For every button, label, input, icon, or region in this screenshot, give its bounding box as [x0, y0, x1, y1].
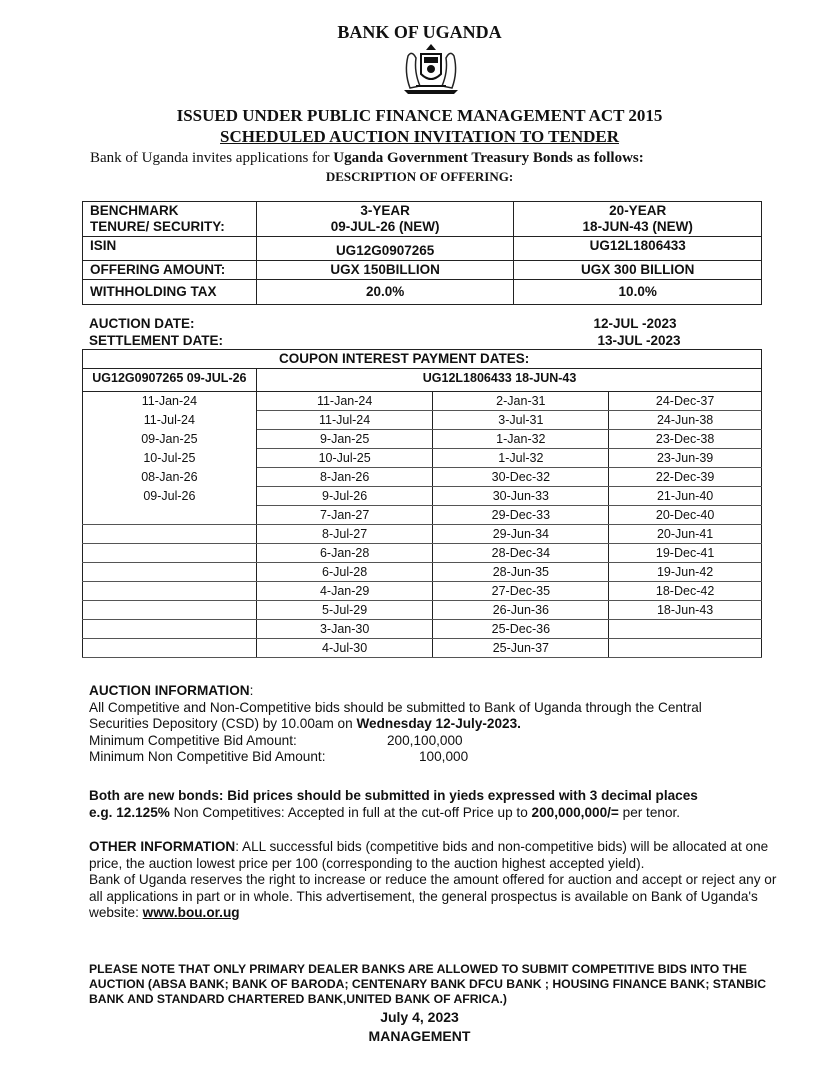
- offering-table: [82, 201, 762, 305]
- bond1-tax: 20.0%: [256, 280, 514, 305]
- coupon-bond2-date: 6-Jan-28: [256, 544, 433, 563]
- coupon-bond2-date: 10-Jul-25: [256, 449, 433, 468]
- coupon-bond2-date: 29-Dec-33: [433, 506, 609, 525]
- other-info-heading: OTHER INFORMATION: [89, 839, 236, 854]
- coupon-bond2-date: 4-Jul-30: [256, 639, 433, 658]
- coupon-bond1-date: [83, 506, 257, 525]
- coupon-bond2-date: 30-Jun-33: [433, 487, 609, 506]
- act-heading: ISSUED UNDER PUBLIC FINANCE MANAGEMENT ACT 2015: [176, 106, 663, 125]
- coupon-bond2-date: 18-Dec-42: [609, 582, 762, 601]
- coupon-bond2-date: 28-Dec-34: [433, 544, 609, 563]
- coupon-bond2-date: 23-Jun-39: [609, 449, 762, 468]
- coupon-row: [83, 639, 762, 658]
- bond2-tax: 10.0%: [514, 280, 762, 305]
- coupon-row: [83, 582, 762, 601]
- coupon-bond1-date: 09-Jul-26: [83, 487, 257, 506]
- coupon-row: [83, 392, 762, 411]
- coupon-bond2-date: 3-Jan-30: [256, 620, 433, 639]
- issue-date: July 4, 2023: [380, 1009, 459, 1025]
- coupon-bond2-date: 8-Jan-26: [256, 468, 433, 487]
- coupon-bond2-date: 6-Jul-28: [256, 563, 433, 582]
- coupon-bond2-date: 28-Jun-35: [433, 563, 609, 582]
- coupon-bond2-date: 1-Jan-32: [433, 430, 609, 449]
- other-info: OTHER INFORMATION: ALL successful bids (competitive bids and non-competitive bids) will be allocated at one price, the auction lowest price per 100 (corresponding to the auction highest accepted yield). Bank of Uganda reserves the right to increase or reduce the amount offered for auction and accept or reject any or all applications in part or in whole. This advertisement, the general prospectus is available on Bank of Uganda's website: www.bou.or.ug: [89, 839, 777, 920]
- coupon-bond2-date: 20-Jun-41: [609, 525, 762, 544]
- coupon-bond1-date: 09-Jan-25: [83, 430, 257, 449]
- coupon-row: [83, 620, 762, 639]
- bond2-isin: UG12L1806433: [514, 237, 762, 261]
- coupon-bond2-date: 2-Jan-31: [433, 392, 609, 411]
- coupon-bond2-date: 26-Jun-36: [433, 601, 609, 620]
- coupon-title: COUPON INTEREST PAYMENT DATES:: [83, 350, 762, 369]
- description-heading: DESCRIPTION OF OFFERING:: [325, 169, 514, 184]
- coupon-bond1-date: 11-Jan-24: [83, 392, 257, 411]
- auction-date: 12-JUL -2023: [593, 316, 677, 331]
- coupon-row: [83, 449, 762, 468]
- tax-label: WITHHOLDING TAX: [83, 280, 257, 305]
- coupon-table: [82, 349, 762, 658]
- coupon-row: [83, 601, 762, 620]
- coupon-bond2-date: 25-Jun-37: [433, 639, 609, 658]
- new-bonds-note: Both are new bonds: Bid prices should be submitted in yieds expressed with 3 decimal places e.g. 12.125% Non Competitives: Accepted in full at the cut-off Price up to 200,000,000/= per tenor.: [89, 788, 698, 820]
- coupon-bond2-date: 19-Dec-41: [609, 544, 762, 563]
- bond1-isin: UG12G0907265: [256, 237, 514, 261]
- settlement-date-label: SETTLEMENT DATE:: [89, 333, 223, 348]
- coupon-bond1-date: [83, 620, 257, 639]
- coupon-bond2-date: 19-Jun-42: [609, 563, 762, 582]
- coupon-bond2-date: 11-Jul-24: [256, 411, 433, 430]
- auction-info-heading: AUCTION INFORMATION: [89, 683, 250, 698]
- coupon-bond2-date: 25-Dec-36: [433, 620, 609, 639]
- coupon-bond2-header: UG12L1806433 18-JUN-43: [256, 369, 761, 392]
- coupon-row: [83, 525, 762, 544]
- coupon-bond1-date: [83, 525, 257, 544]
- coupon-bond2-date: 30-Dec-32: [433, 468, 609, 487]
- amount-row: [83, 261, 762, 280]
- coupon-row: [83, 563, 762, 582]
- coupon-bond2-date: 7-Jan-27: [256, 506, 433, 525]
- coupon-bond2-date: 11-Jan-24: [256, 392, 433, 411]
- bond2-tenure: 20-YEAR 18-JUN-43 (NEW): [514, 202, 762, 237]
- coupon-row: [83, 430, 762, 449]
- coupon-bond2-date: 18-Jun-43: [609, 601, 762, 620]
- coupon-bond2-date: 9-Jul-26: [256, 487, 433, 506]
- coupon-bond1-date: [83, 582, 257, 601]
- coupon-bond2-date: 9-Jan-25: [256, 430, 433, 449]
- coupon-row: [83, 544, 762, 563]
- coupon-bond2-date: 1-Jul-32: [433, 449, 609, 468]
- isin-label: ISIN: [83, 237, 257, 261]
- coupon-bond1-date: 10-Jul-25: [83, 449, 257, 468]
- invitation-heading: SCHEDULED AUCTION INVITATION TO TENDER: [220, 127, 619, 146]
- coupon-bond2-date: 22-Dec-39: [609, 468, 762, 487]
- min-noncomp-value: 100,000: [419, 749, 469, 764]
- coupon-bond1-date: 08-Jan-26: [83, 468, 257, 487]
- coupon-bond1-date: [83, 544, 257, 563]
- coupon-bond2-date: [609, 639, 762, 658]
- website-link[interactable]: www.bou.or.ug: [142, 905, 240, 920]
- coupon-bond1-date: [83, 563, 257, 582]
- coupon-bond2-date: [609, 620, 762, 639]
- isin-row: [83, 237, 762, 261]
- intro-text: Bank of Uganda invites applications for Uganda Government Treasury Bonds as follows:: [90, 150, 644, 166]
- min-comp-value: 200,100,000: [387, 732, 463, 748]
- coupon-bond1-header: UG12G0907265 09-JUL-26: [83, 369, 257, 392]
- tenure-row: [83, 202, 762, 237]
- bond2-amount: UGX 300 BILLION: [514, 261, 762, 280]
- coupon-bond2-date: 3-Jul-31: [433, 411, 609, 430]
- coupon-bond1-date: [83, 639, 257, 658]
- signature: MANAGEMENT: [368, 1028, 471, 1044]
- coupon-bond2-date: 27-Dec-35: [433, 582, 609, 601]
- coupon-bond2-date: 29-Jun-34: [433, 525, 609, 544]
- coupon-bond1-date: [83, 601, 257, 620]
- tenure-label: BENCHMARK TENURE/ SECURITY:: [83, 202, 257, 237]
- coupon-row: [83, 411, 762, 430]
- auction-date-label: AUCTION DATE:: [89, 316, 195, 331]
- bank-title: BANK OF UGANDA: [337, 22, 502, 42]
- coupon-bond2-date: 21-Jun-40: [609, 487, 762, 506]
- tax-row: [83, 280, 762, 305]
- coupon-bond2-date: 20-Dec-40: [609, 506, 762, 525]
- coupon-row: [83, 487, 762, 506]
- coupon-bond1-date: 11-Jul-24: [83, 411, 257, 430]
- settlement-date: 13-JUL -2023: [597, 333, 681, 348]
- coupon-bond2-date: 24-Jun-38: [609, 411, 762, 430]
- bond1-tenure: 3-YEAR 09-JUL-26 (NEW): [256, 202, 514, 237]
- coupon-row: [83, 468, 762, 487]
- coat-of-arms-icon: [396, 42, 466, 96]
- coupon-bond2-date: 24-Dec-37: [609, 392, 762, 411]
- coupon-bond2-date: 23-Dec-38: [609, 430, 762, 449]
- amount-label: OFFERING AMOUNT:: [83, 261, 257, 280]
- bond1-amount: UGX 150BILLION: [256, 261, 514, 280]
- coupon-bond2-date: 4-Jan-29: [256, 582, 433, 601]
- coupon-bond2-date: 5-Jul-29: [256, 601, 433, 620]
- primary-dealer-notice: PLEASE NOTE THAT ONLY PRIMARY DEALER BANKS ARE ALLOWED TO SUBMIT COMPETITIVE BIDS INTO THE AUCTION (ABSA BANK; BANK OF BARODA; CENTENARY BANK DFCU BANK ; HOUSING FINANCE BANK; STANBIC BANK AND STANDARD CHARTERED BANK,UNITED BANK OF AFRICA.): [89, 962, 767, 1006]
- coupon-row: [83, 506, 762, 525]
- coupon-bond2-date: 8-Jul-27: [256, 525, 433, 544]
- auction-info: AUCTION INFORMATION: All Competitive and Non-Competitive bids should be submitted to Bank of Uganda through the Central Securities Depository (CSD) by 10.00am on Wednesday 12-July-2023. Minimum Competitive Bid Amount: 200,100,000 Minimum Non Competitive Bid Amount: 100,000: [89, 683, 702, 764]
